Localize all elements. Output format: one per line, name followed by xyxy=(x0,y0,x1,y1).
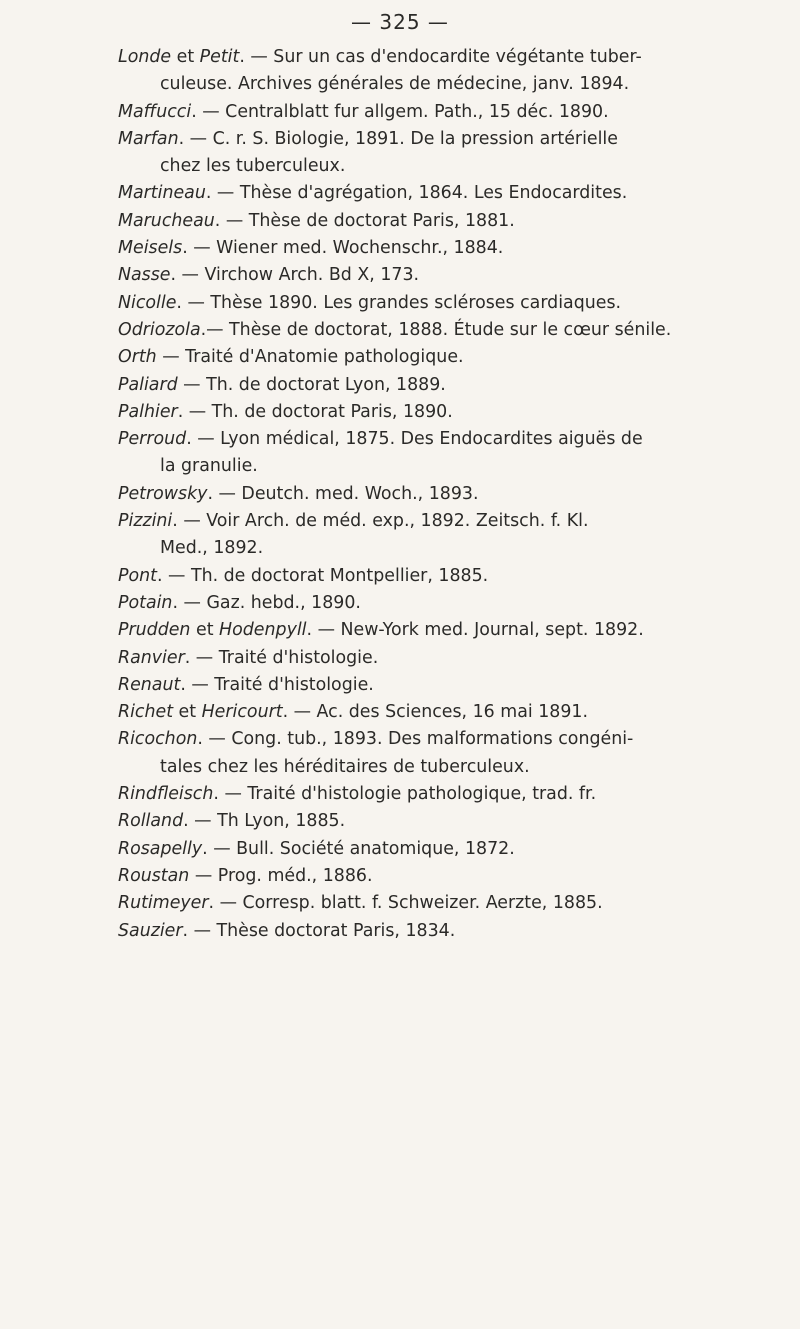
entry-author: Petrowsky xyxy=(118,483,208,504)
entry-text: . — Thèse 1890. Les grandes scléroses cardiaques. xyxy=(176,292,622,313)
bibliography-entry xyxy=(118,317,758,344)
entry-text: . — Sur un cas d'endocardite végétante tuber- xyxy=(239,47,642,67)
bibliography-entry xyxy=(118,99,758,126)
entry-text: .— Thèse de doctorat, 1888. Étude sur le cœur sénile. xyxy=(200,319,672,340)
entry-coauthor: Hodenpyll xyxy=(219,620,307,641)
entry-text: . — Traité d'histologie. xyxy=(184,647,379,668)
entry-author: Orth xyxy=(118,347,157,368)
bibliography-entry xyxy=(118,617,758,644)
entry-continuation: tales chez les héréditaires de tuberculeux. xyxy=(160,756,530,777)
entry-text: . — Traité d'histologie pathologique, trad. fr. xyxy=(213,784,597,805)
bibliography-entry xyxy=(118,563,758,590)
bibliography-entry xyxy=(118,399,758,426)
entry-coauthor: Petit xyxy=(199,47,240,67)
entry-author: Roustan xyxy=(118,865,190,886)
entry-author: Meisels xyxy=(118,238,183,259)
bibliography-entry xyxy=(118,208,758,235)
entry-author: Martineau xyxy=(118,183,206,204)
bibliography-entry xyxy=(118,645,758,672)
entry-text: . — Corresp. blatt. f. Schweizer. Aerzte, 1885. xyxy=(208,893,603,914)
entry-coauthor-separator: et xyxy=(173,702,202,723)
entry-text: . — Virchow Arch. Bd X, 173. xyxy=(170,265,420,286)
entry-author: Rutimeyer xyxy=(118,893,209,914)
entry-text: . — Traité d'histologie. xyxy=(180,674,374,695)
entry-author: Rosapelly xyxy=(118,838,203,859)
bibliography-entry xyxy=(118,344,758,371)
bibliography-entry xyxy=(118,180,758,207)
entry-coauthor-separator: et xyxy=(190,620,220,641)
bibliography-entry xyxy=(118,863,758,890)
entry-author: Potain xyxy=(118,592,173,613)
bibliography-entry xyxy=(118,918,758,945)
bibliography-entry xyxy=(118,426,758,481)
entry-author: Renaut xyxy=(118,674,181,695)
entry-author: Maffucci xyxy=(118,101,192,122)
entry-text: . — New-York med. Journal, sept. 1892. xyxy=(306,620,644,641)
entry-text: . — C. r. S. Biologie, 1891. De la pression artérielle xyxy=(178,128,618,149)
entry-text: . — Th. de doctorat Paris, 1890. xyxy=(177,401,453,422)
bibliography-entry xyxy=(118,372,758,399)
entry-author: Nicolle xyxy=(118,292,177,313)
bibliography-entry xyxy=(118,235,758,262)
entry-text: . — Th. de doctorat Montpellier, 1885. xyxy=(156,565,489,586)
bibliography-list xyxy=(118,44,758,945)
entry-coauthor-separator: et xyxy=(171,47,200,67)
bibliography-entry xyxy=(118,726,758,781)
bibliography-entry xyxy=(118,890,758,917)
entry-continuation: la granulie. xyxy=(160,456,258,477)
bibliography-entry xyxy=(118,262,758,289)
entry-text: . — Deutch. med. Woch., 1893. xyxy=(207,483,479,504)
entry-text: — Traité d'Anatomie pathologique. xyxy=(156,347,464,368)
entry-author: Rindfleisch xyxy=(118,784,214,805)
entry-author: Ricochon xyxy=(118,729,198,750)
entry-author: Perroud xyxy=(118,429,187,450)
entry-text: . — Thèse d'agrégation, 1864. Les Endocardites. xyxy=(205,183,628,204)
entry-author: Nasse xyxy=(118,265,171,286)
entry-text: . — Bull. Société anatomique, 1872. xyxy=(202,838,515,859)
entry-text: . — Ac. des Sciences, 16 mai 1891. xyxy=(282,702,589,723)
bibliography-entry xyxy=(118,672,758,699)
bibliography-entry xyxy=(118,590,758,617)
entry-author: Palhier xyxy=(118,401,178,422)
bibliography-entry xyxy=(118,699,758,726)
entry-text: . — Wiener med. Wochenschr., 1884. xyxy=(182,238,504,259)
bibliography-entry xyxy=(118,44,758,99)
entry-text: . — Voir Arch. de méd. exp., 1892. Zeitsch. f. Kl. xyxy=(172,511,589,532)
entry-author: Londe xyxy=(118,47,172,67)
entry-text: . — Lyon médical, 1875. Des Endocardites aiguës de xyxy=(186,429,643,450)
entry-author: Sauzier xyxy=(118,920,183,941)
entry-text: — Prog. méd., 1886. xyxy=(189,865,373,886)
entry-continuation: Med., 1892. xyxy=(160,538,264,559)
entry-text: . — Centralblatt fur allgem. Path., 15 déc. 1890. xyxy=(191,101,609,122)
entry-author: Richet xyxy=(118,702,174,723)
entry-author: Odriozola xyxy=(118,319,201,340)
entry-coauthor: Hericourt xyxy=(201,702,283,723)
bibliography-entry xyxy=(118,508,758,563)
entry-text: . — Th Lyon, 1885. xyxy=(183,811,346,832)
entry-author: Pont xyxy=(118,565,157,586)
entry-text: . — Thèse doctorat Paris, 1834. xyxy=(182,920,456,941)
entry-text: . — Cong. tub., 1893. Des malformations congéni- xyxy=(197,729,634,750)
page-number: — 325 — xyxy=(351,10,449,34)
entry-text: — Th. de doctorat Lyon, 1889. xyxy=(177,374,446,395)
bibliography-entry xyxy=(118,808,758,835)
entry-author: Prudden xyxy=(118,620,191,641)
entry-continuation: culeuse. Archives générales de médecine, janv. 1894. xyxy=(160,74,630,95)
bibliography-entry xyxy=(118,290,758,317)
entry-text: . — Gaz. hebd., 1890. xyxy=(172,592,361,613)
bibliography-entry xyxy=(118,836,758,863)
bibliography-entry xyxy=(118,781,758,808)
entry-continuation: chez les tuberculeux. xyxy=(160,156,346,177)
entry-author: Marfan xyxy=(118,128,179,149)
entry-author: Paliard xyxy=(118,374,178,395)
entry-author: Rolland xyxy=(118,811,184,832)
bibliography-entry xyxy=(118,481,758,508)
bibliography-entry xyxy=(118,126,758,181)
entry-author: Pizzini xyxy=(118,511,173,532)
entry-author: Marucheau xyxy=(118,210,215,231)
entry-author: Ranvier xyxy=(118,647,185,668)
entry-text: . — Thèse de doctorat Paris, 1881. xyxy=(214,210,515,231)
